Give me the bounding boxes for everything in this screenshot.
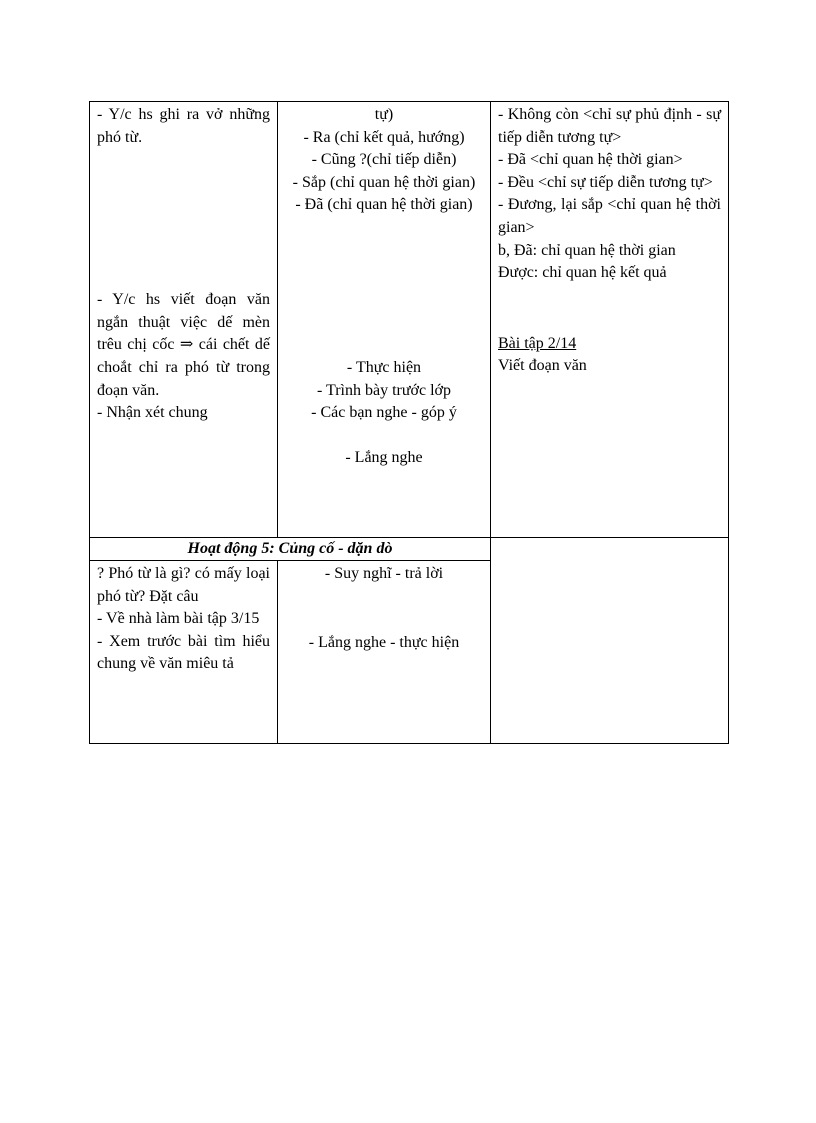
student-activity-cell [278,102,491,538]
exercise-text: Viết đoạn văn [498,357,587,375]
student-line: - Sắp (chỉ quan hệ thời gian) [292,173,476,191]
student-activity-cell [278,561,491,744]
teacher-activity-cell [90,561,278,744]
teacher-task: - Xem trước bài tìm hiểu chung về văn miêu tả [97,632,270,673]
student-line: tự) [374,106,394,123]
teacher-task: - Y/c hs ghi ra vở những phó từ. [97,106,270,146]
teacher-activity-cell [90,102,278,538]
table-row [90,538,729,561]
lesson-plan-table [89,101,729,744]
content-item: - Đương, lại sắp <chỉ quan hệ thời gian> [498,196,721,236]
teacher-task: ? Phó từ là gì? có mấy loại phó từ? Đặt câu [97,565,270,605]
student-line: - Ra (chỉ kết quả, hướng) [303,128,465,146]
student-line: - Trình bày trước lớp [316,381,452,399]
student-line: - Đã (chỉ quan hệ thời gian) [295,196,473,214]
student-line: - Lắng nghe - thực hiện [308,633,460,651]
lesson-content-cell [491,102,729,538]
table-row [90,102,729,538]
student-line: - Cũng ?(chỉ tiếp diễn) [311,151,457,169]
student-line: - Thực hiện [346,358,422,376]
content-item: - Đã <chỉ quan hệ thời gian> [498,151,683,169]
exercise-title: Bài tập 2/14 [498,334,577,352]
content-item: - Không còn <chỉ sự phủ định - sự tiếp diễn tương tự> [498,106,721,146]
student-line: - Lắng nghe [345,448,423,466]
student-line: - Suy nghĩ - trả lời [324,565,444,582]
teacher-task: - Y/c hs viết đoạn văn ngắn thuật việc dế mèn trêu chị cốc ⇒ cái chết dế choắt chỉ ra phó từ trong đoạn văn. [97,291,270,399]
activity-header: Hoạt động 5: Củng cố - dặn dò [90,538,491,561]
content-item: Được: chỉ quan hệ kết quả [498,264,667,282]
empty-content-cell [491,538,729,744]
student-line: - Các bạn nghe - góp ý [311,404,457,422]
teacher-task: - Về nhà làm bài tập 3/15 [97,610,260,628]
content-item: - Đều <chỉ sự tiếp diễn tương tự> [498,173,713,191]
content-item: b, Đã: chỉ quan hệ thời gian [498,241,676,259]
teacher-task: - Nhận xét chung [97,404,208,422]
